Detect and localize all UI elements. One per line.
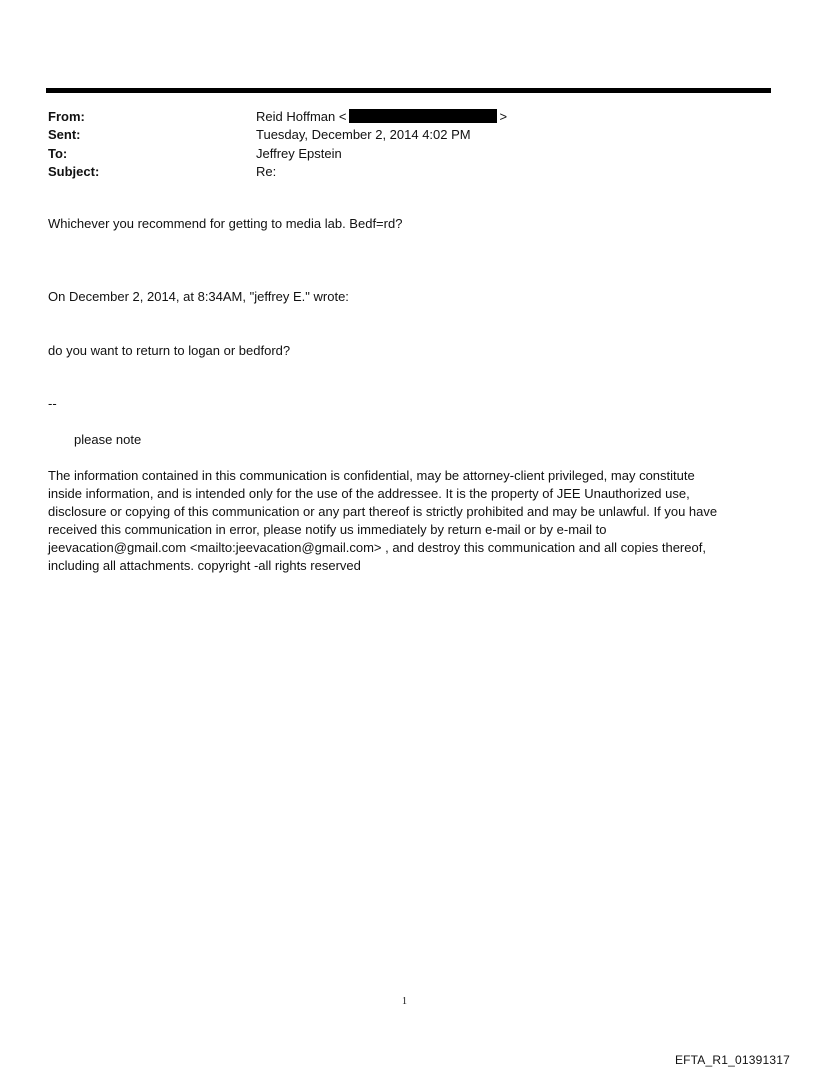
to-label: To: (48, 145, 68, 161)
redaction-block (349, 109, 497, 123)
from-label: From: (48, 108, 85, 124)
note-heading: please note (74, 432, 142, 447)
from-value (256, 109, 507, 124)
disclaimer-line: including all attachments. copyright -all rights reserved (48, 558, 361, 573)
quoted-message: do you want to return to logan or bedford? (48, 343, 291, 358)
disclaimer-line: The information contained in this communication is confidential, may be attorney-client privileged, may constitute (48, 468, 695, 483)
from-close-bracket: > (499, 108, 508, 124)
subject-value: Re: (256, 164, 277, 180)
confidentiality-disclaimer (48, 467, 768, 575)
disclaimer-line: received this communication in error, please notify us immediately by return e-mail or by e-mail to (48, 522, 607, 537)
sent-value: Tuesday, December 2, 2014 4:02 PM (256, 127, 471, 143)
subject-label: Subject: (48, 164, 100, 180)
quote-attribution: On December 2, 2014, at 8:34AM, "jeffrey E." wrote: (48, 289, 349, 304)
page-number: 1 (402, 996, 407, 1007)
disclaimer-line: jeevacation@gmail.com <mailto:jeevacation@gmail.com> , and destroy this communication and all copies thereof, (48, 540, 706, 555)
from-name: Reid Hoffman < (256, 108, 347, 124)
to-value: Jeffrey Epstein (256, 145, 342, 161)
disclaimer-line: inside information, and is intended only for the use of the addressee. It is the property of JEE Unauthorized use, (48, 486, 690, 501)
sent-label: Sent: (48, 127, 81, 143)
bates-number: EFTA_R1_01391317 (674, 1053, 790, 1067)
reply-text: Whichever you recommend for getting to media lab. Bedf=rd? (48, 216, 403, 231)
email-header (48, 107, 748, 181)
subject-row (48, 163, 748, 182)
signature-separator: -- (48, 396, 57, 411)
sent-row (48, 126, 748, 145)
header-divider (46, 88, 771, 93)
disclaimer-line: disclosure or copying of this communication or any part thereof is strictly prohibited and may be unlawful. If you have (48, 504, 718, 519)
to-row (48, 144, 748, 163)
from-row (48, 107, 748, 126)
